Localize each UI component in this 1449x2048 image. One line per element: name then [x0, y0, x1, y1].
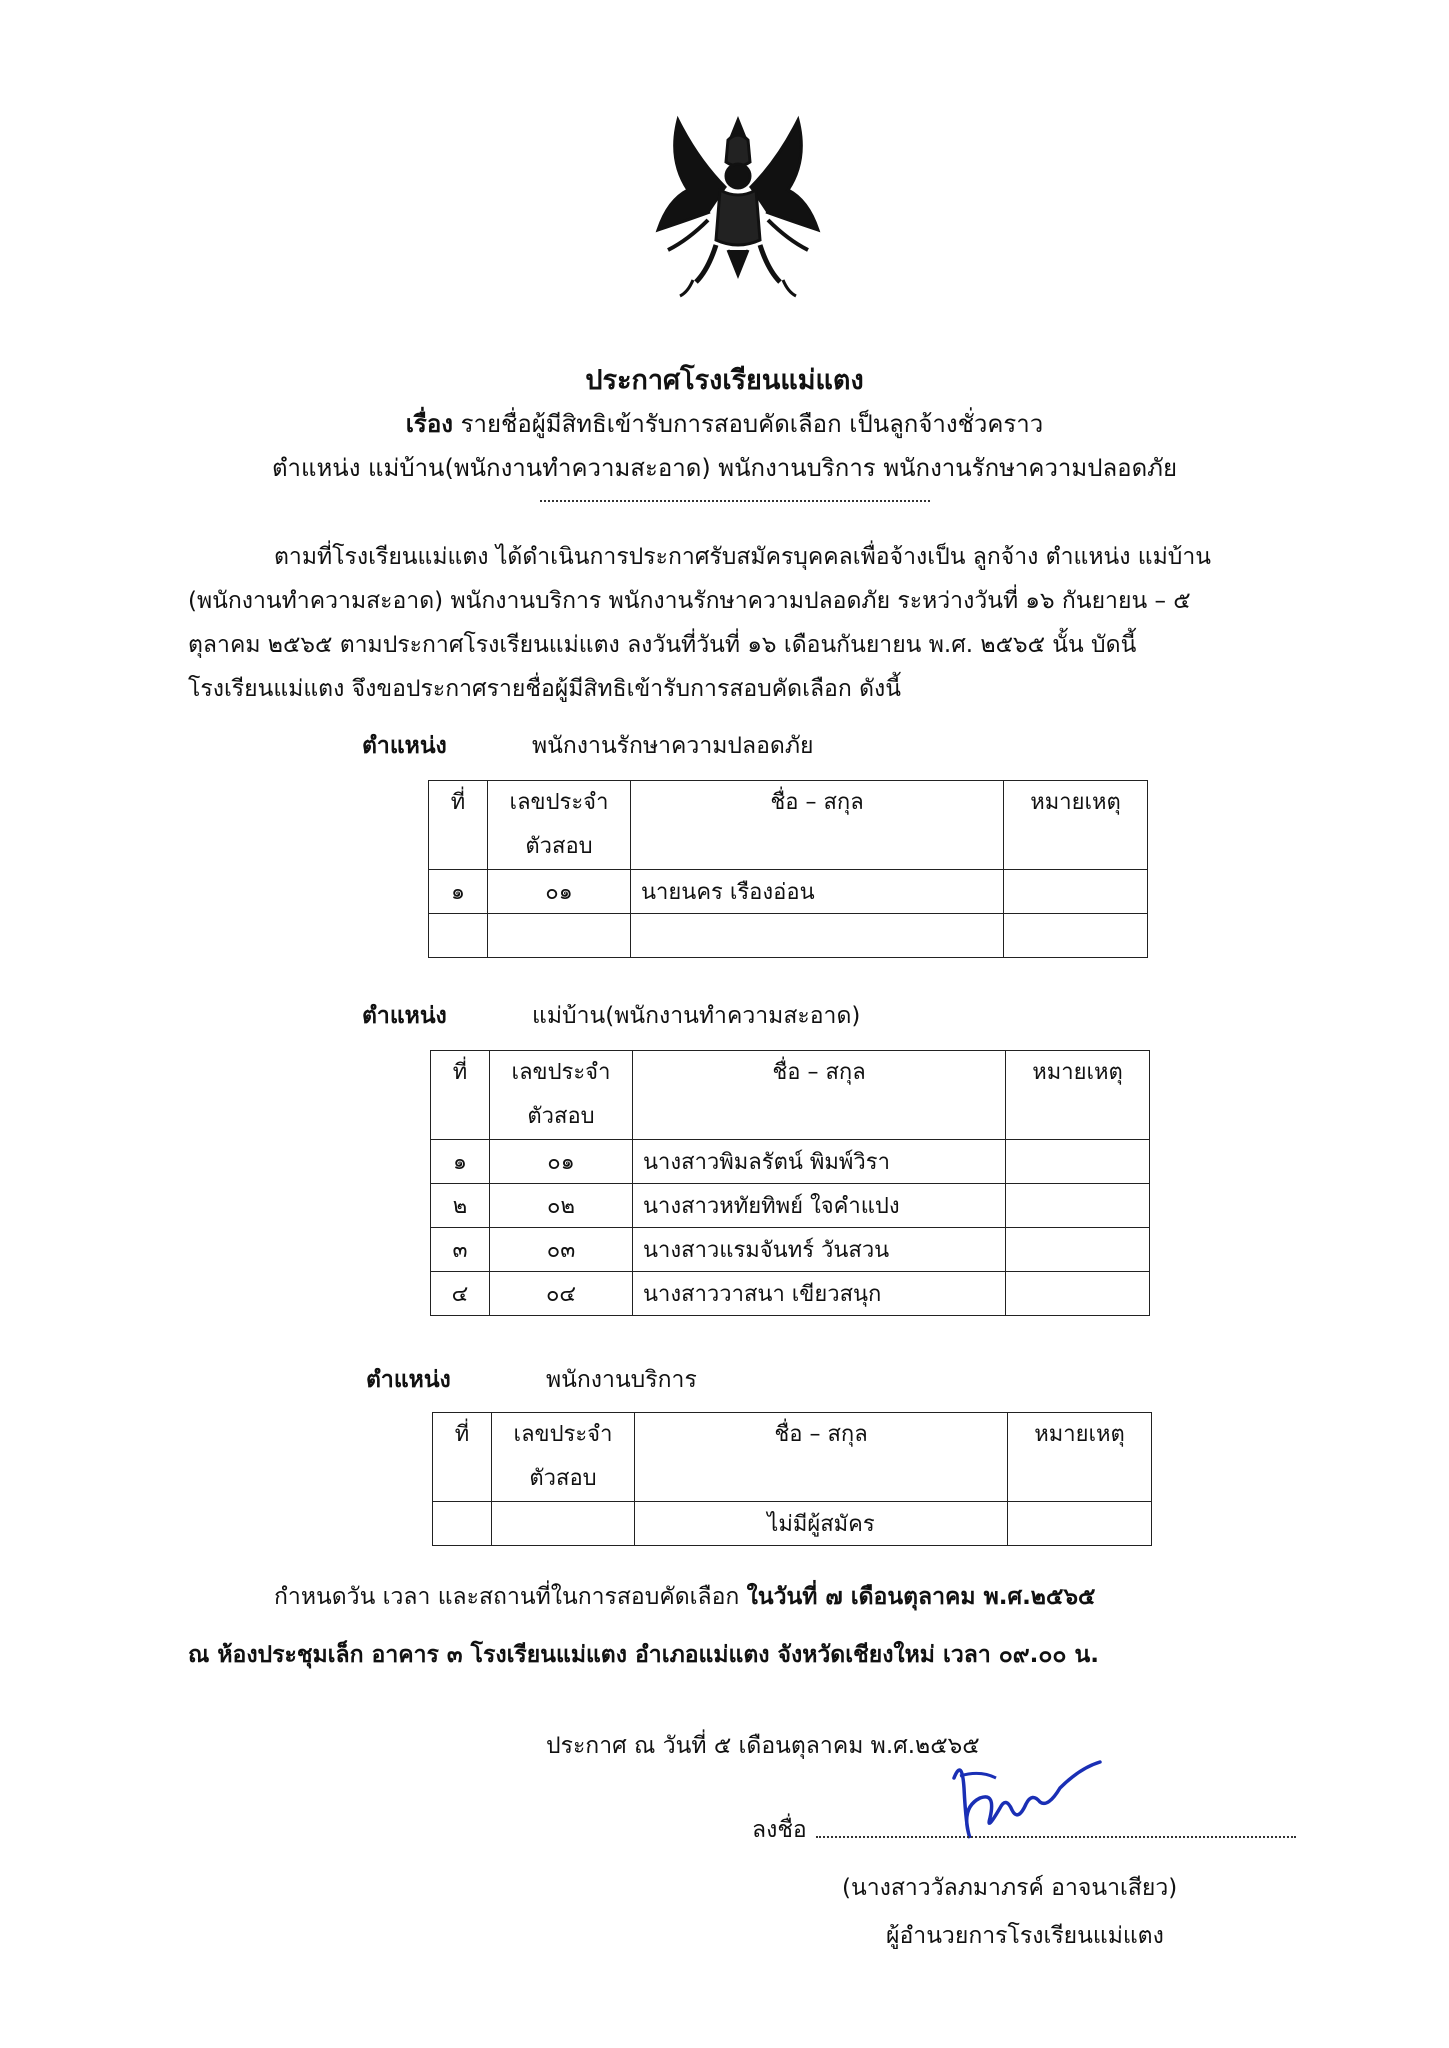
cell-exam-id: ๐๔	[490, 1272, 633, 1316]
candidate-table	[432, 1412, 1152, 1546]
header-exam-id: เลขประจำ ตัวสอบ	[488, 781, 631, 870]
cell-name: นางสาวแรมจันทร์ วันสวน	[633, 1228, 1006, 1272]
paragraph-line: โรงเรียนแม่แตง จึงขอประกาศรายชื่อผู้มีสิทธิเข้ารับการสอบคัดเลือก ดังนี้	[188, 676, 901, 702]
candidate-table	[428, 780, 1148, 958]
section-label: ตำแหน่ง	[362, 1003, 447, 1029]
header-no: ที่	[429, 781, 488, 870]
cell-no: ๔	[431, 1272, 490, 1316]
header-exam-id: เลขประจำ ตัวสอบ	[492, 1413, 635, 1502]
paragraph-line: ตุลาคม ๒๕๖๕ ตามประกาศโรงเรียนแม่แตง ลงวันที่วันที่ ๑๖ เดือนกันยายน พ.ศ. ๒๕๖๕ นั้น บัดนี้	[188, 632, 1137, 658]
document-subject	[0, 404, 1449, 443]
cell-name: นางสาวพิมลรัตน์ พิมพ์วิรา	[633, 1140, 1006, 1184]
section-position: พนักงานบริการ	[546, 1367, 697, 1393]
exam-schedule	[188, 1568, 1308, 1684]
cell-exam-id: ๐๑	[490, 1140, 633, 1184]
cell-exam-id: ๐๓	[490, 1228, 633, 1272]
cell-remark	[1006, 1140, 1150, 1184]
section-label: ตำแหน่ง	[366, 1367, 451, 1393]
table-row	[431, 1184, 1150, 1228]
cell-no: ๑	[429, 870, 488, 914]
announcement-paragraph	[188, 535, 1308, 711]
header-exam-id: เลขประจำ ตัวสอบ	[490, 1051, 633, 1140]
header-no: ที่	[431, 1051, 490, 1140]
cell-remark	[1008, 1502, 1152, 1546]
header-name: ชื่อ – สกุล	[635, 1413, 1008, 1502]
sign-label: ลงชื่อ	[752, 1817, 807, 1843]
divider-dots	[540, 496, 930, 502]
header-remark: หมายเหตุ	[1004, 781, 1148, 870]
cell-remark	[1004, 870, 1148, 914]
table-row	[431, 1272, 1150, 1316]
schedule-line: ณ ห้องประชุมเล็ก อาคาร ๓ โรงเรียนแม่แตง อำเภอแม่แตง จังหวัดเชียงใหม่ เวลา ๐๙.๐๐ น.	[188, 1642, 1099, 1668]
cell-remark	[1006, 1184, 1150, 1228]
cell-name: ไม่มีผู้สมัคร	[635, 1502, 1008, 1546]
subject-text: รายชื่อผู้มีสิทธิเข้ารับการสอบคัดเลือก เป็นลูกจ้างชั่วคราว	[460, 410, 1044, 438]
header-remark: หมายเหตุ	[1006, 1051, 1150, 1140]
cell-no: ๑	[431, 1140, 490, 1184]
section-label: ตำแหน่ง	[362, 733, 447, 759]
cell-no: ๓	[431, 1228, 490, 1272]
table-row	[433, 1502, 1152, 1546]
cell-no	[433, 1502, 492, 1546]
signer-name: (นางสาววัลภมาภรค์ อาจนาเสียว)	[842, 1875, 1178, 1901]
announcement-date: ประกาศ ณ วันที่ ๕ เดือนตุลาคม พ.ศ.๒๕๖๕	[546, 1733, 980, 1759]
header-remark: หมายเหตุ	[1008, 1413, 1152, 1502]
cell-name: นางสาวหทัยทิพย์ ใจคำแปง	[633, 1184, 1006, 1228]
cell-exam-id: ๐๑	[488, 870, 631, 914]
header-no: ที่	[433, 1413, 492, 1502]
cell-exam-id	[488, 914, 631, 958]
candidate-table	[430, 1050, 1150, 1316]
section-position: แม่บ้าน(พนักงานทำความสะอาด)	[532, 1003, 861, 1029]
garuda-emblem-icon	[638, 100, 838, 300]
paragraph-line: ตามที่โรงเรียนแม่แตง ได้ดำเนินการประกาศรับสมัครบุคคลเพื่อจ้างเป็น ลูกจ้าง ตำแหน่ง แม่บ้าน	[274, 544, 1212, 570]
cell-name: นายนคร เรืองอ่อน	[631, 870, 1004, 914]
header-name: ชื่อ – สกุล	[631, 781, 1004, 870]
positions-line: ตำแหน่ง แม่บ้าน(พนักงานทำความสะอาด) พนักงานบริการ พนักงานรักษาความปลอดภัย	[271, 454, 1178, 482]
cell-exam-id: ๐๒	[490, 1184, 633, 1228]
table-header-row	[431, 1051, 1150, 1140]
cell-name	[631, 914, 1004, 958]
header-name: ชื่อ – สกุล	[633, 1051, 1006, 1140]
table-header-row	[429, 781, 1148, 870]
document-title: ประกาศโรงเรียนแม่แตง	[585, 365, 864, 396]
table-row	[429, 870, 1148, 914]
cell-exam-id	[492, 1502, 635, 1546]
cell-name: นางสาววาสนา เขียวสนุก	[633, 1272, 1006, 1316]
cell-no	[429, 914, 488, 958]
cell-remark	[1006, 1228, 1150, 1272]
section-position: พนักงานรักษาความปลอดภัย	[532, 733, 814, 759]
table-row	[429, 914, 1148, 958]
cell-remark	[1006, 1272, 1150, 1316]
schedule-line: กำหนดวัน เวลา และสถานที่ในการสอบคัดเลือก ในวันที่ ๗ เดือนตุลาคม พ.ศ.๒๕๖๕	[274, 1584, 1096, 1610]
signature-line	[816, 1832, 1296, 1838]
cell-remark	[1004, 914, 1148, 958]
signer-title: ผู้อำนวยการโรงเรียนแม่แตง	[886, 1923, 1164, 1949]
paragraph-line: (พนักงานทำความสะอาด) พนักงานบริการ พนักงานรักษาความปลอดภัย ระหว่างวันที่ ๑๖ กันยายน – ๕	[188, 588, 1191, 614]
subject-label: เรื่อง	[405, 410, 453, 438]
table-row	[431, 1140, 1150, 1184]
table-row	[431, 1228, 1150, 1272]
table-header-row	[433, 1413, 1152, 1502]
cell-no: ๒	[431, 1184, 490, 1228]
